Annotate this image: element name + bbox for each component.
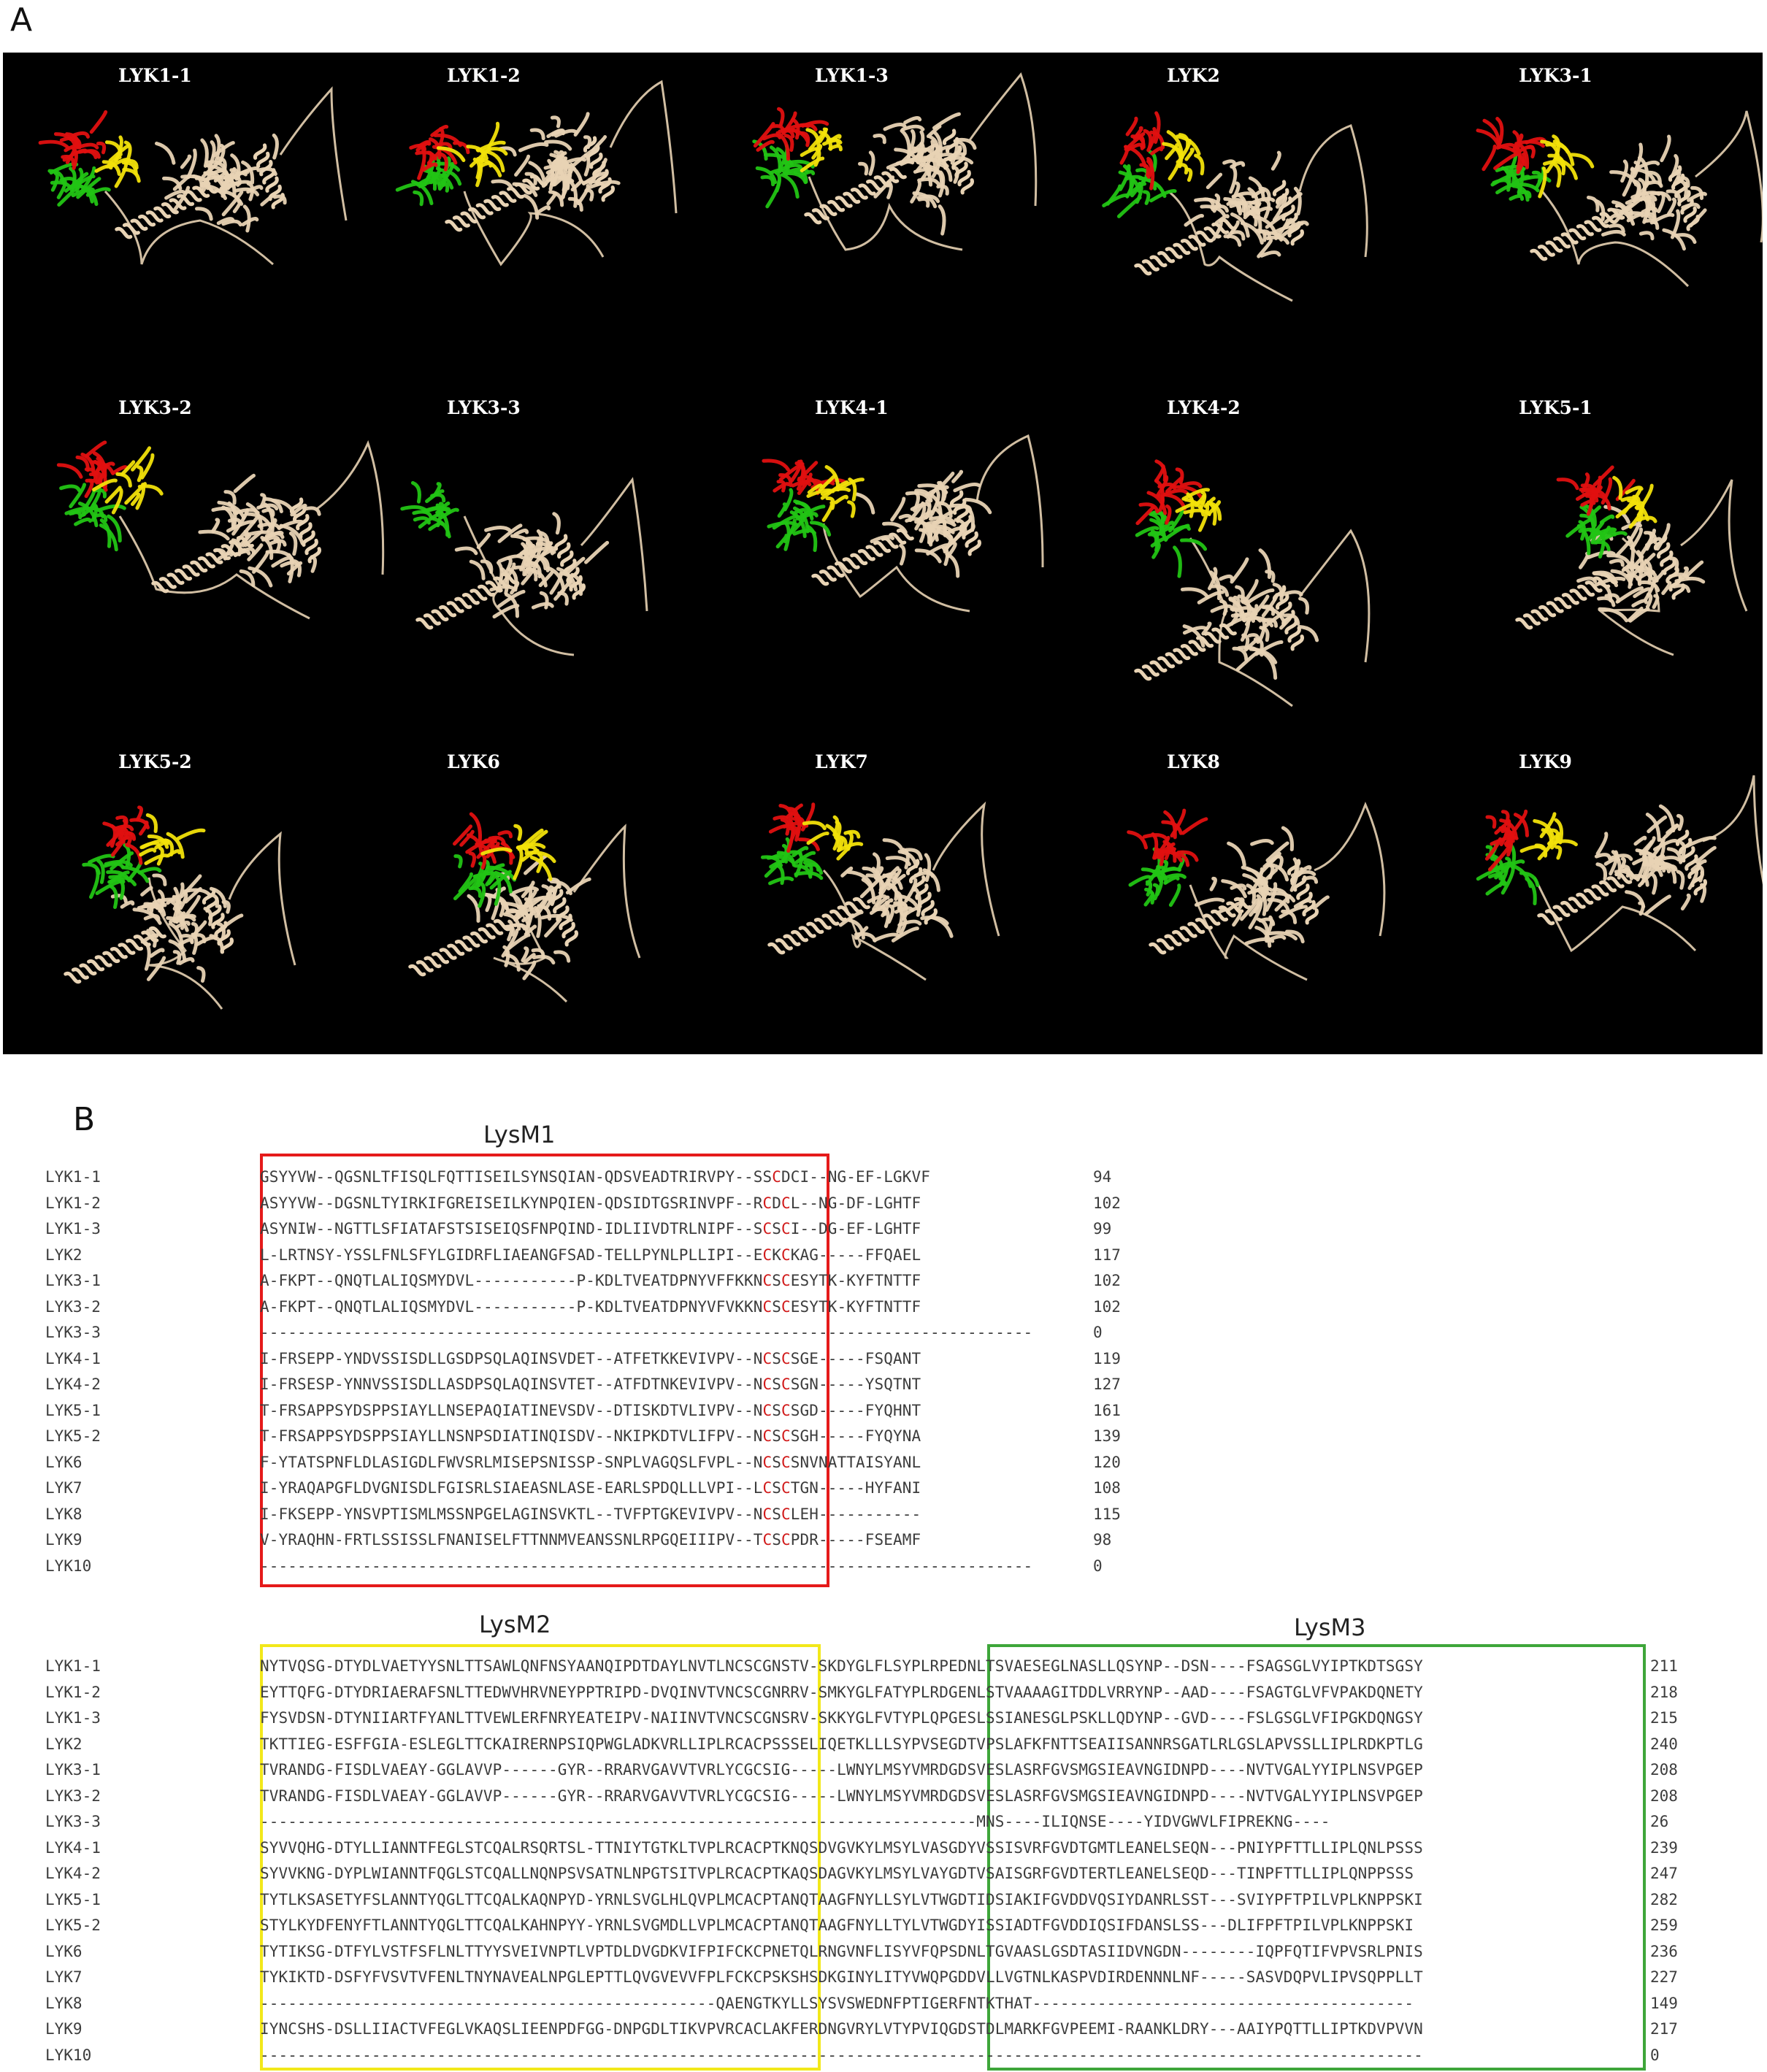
structure-label: LYK3-1 — [1519, 65, 1592, 86]
structure-label: LYK8 — [1167, 751, 1220, 772]
sequence-length: 98 — [1093, 1531, 1112, 1549]
sequence-name: LYK5-2 — [45, 1916, 101, 1934]
sequence-name: LYK3-3 — [45, 1813, 101, 1830]
sequence-length: 208 — [1650, 1761, 1678, 1779]
alignment-row — [0, 1502, 1767, 1527]
sequence-length: 99 — [1093, 1220, 1112, 1238]
structure-model-lyk3-3 — [402, 397, 647, 655]
lysm1-title: LysM1 — [483, 1121, 556, 1148]
sequence-text: I-YRAQAPGFLDVGNISDLFGISRLSIAEASNLASE-EARLSPDQLLLVPI--LCSCTGN-----HYFANI — [260, 1479, 921, 1497]
sequence-length: 120 — [1093, 1453, 1121, 1471]
structure-label: LYK4-2 — [1167, 397, 1241, 418]
alignment-row — [0, 1991, 1767, 2017]
alignment-row — [0, 1654, 1767, 1679]
structure-model-lyk3-2 — [58, 397, 383, 618]
sequence-length: 94 — [1093, 1168, 1112, 1186]
structure-model-lyk1-1 — [40, 65, 346, 264]
alignment-row — [0, 1320, 1767, 1346]
structure-model-lyk5-1 — [1517, 397, 1747, 655]
structure-label: LYK5-1 — [1519, 397, 1592, 418]
structure-model-lyk6 — [410, 751, 640, 1002]
sequence-name: LYK3-2 — [45, 1297, 101, 1316]
alignment-row — [0, 1191, 1767, 1216]
sequence-text: F-YTATSPNFLDLASIGDLFWVSRLMISEPSNISSP-SNPLVAGQSLFVPL--NCSCSNVNATTAISYANL — [260, 1453, 921, 1471]
structure-label: LYK1-2 — [447, 65, 521, 86]
alignment-row — [0, 1913, 1767, 1938]
sequence-length: 0 — [1650, 2046, 1660, 2064]
alignment-row — [0, 1835, 1767, 1861]
structure-label: LYK7 — [815, 751, 868, 772]
sequence-name: LYK8 — [45, 1505, 83, 1523]
sequence-length: 149 — [1650, 1994, 1678, 2012]
sequence-text: A-FKPT--QNQTLALIQSMYDVL-----------P-KDLTVEATDPNYVFVKKNCSCESYTK-KYFTNTTF — [260, 1297, 921, 1316]
sequence-text: TYTIKSG-DTFYLVSTFSFLNLTTYYSVEIVNPTLVPTDLDVGDKVIFPIFCKCPNETQLRNGVNFLISYVFQPSDNLTGVAASLGSDTASIIDVNGDN--------IQPFQTIFVPVSRLPNIS — [260, 1942, 1423, 1960]
protein-structure-panel — [3, 53, 1763, 1054]
sequence-length: 282 — [1650, 1890, 1678, 1908]
structure-model-lyk1-3 — [754, 65, 1036, 250]
sequence-length: 102 — [1093, 1194, 1121, 1212]
alignment-row — [0, 2043, 1767, 2068]
sequence-text: TYTLKSASETYFSLANNTYQGLTTCQALKAQNPYD-YRNLSVGLHLQVPLMCACPTANQTAAGFNYLLSYLVTWGDTIDSIAKIFGVDDVQSIYDANRLSST---SVIYPFTPILVPLKNPPSKI — [260, 1890, 1423, 1908]
alignment-row — [0, 1887, 1767, 1913]
sequence-name: LYK3-1 — [45, 1761, 101, 1779]
sequence-name: LYK4-2 — [45, 1375, 101, 1393]
sequence-text: TVRANDG-FISDLVAEAY-GGLAVVP------GYR--RRARVGAVVTVRLYCGCSIG-----LWNYLMSYVMRDGDSVESLASRFGVSMGSIEAVNGIDNPD----NVTVGALYYIPLNSVPGEP — [260, 1761, 1423, 1779]
sequence-name: LYK4-1 — [45, 1349, 101, 1367]
sequence-name: LYK9 — [45, 2020, 83, 2038]
structure-model-lyk4-1 — [764, 397, 1043, 611]
sequence-name: LYK1-2 — [45, 1194, 101, 1212]
structure-label: LYK1-1 — [118, 65, 192, 86]
panel-a-letter: A — [10, 1, 33, 39]
sequence-text: NYTVQSG-DTYDLVAETYYSNLTTSAWLQNFNSYAANQIPDTDAYLNVTLNCSCGNSTV-SKDYGLFLSYPLRPEDNLTSVAESEGLNASLLQSYNP--DSN----FSAGSGLVYIPTKDTSGSY — [260, 1657, 1423, 1675]
sequence-text: ASYNIW--NGTTLSFIATAFSTSISEIQSFNPQIND-IDLIIVDTRLNIPF--SCSCI--DG-EF-LGHTF — [260, 1220, 921, 1238]
alignment-row — [0, 1861, 1767, 1887]
alignment-row — [0, 1476, 1767, 1501]
sequence-length: 218 — [1650, 1683, 1678, 1701]
sequence-name: LYK2 — [45, 1735, 83, 1753]
sequence-text: IYNCSHS-DSLLIIACTVFEGLVKAQSLIEENPDFGG-DNPGDLTIKVPVRCACLAKFERDNGVRYLVTYPVIQGDSTDLMARKFGVPEEMI-RAANKLDRY---AAIYPQTTLLIPTKDVPVVN — [260, 2020, 1423, 2038]
sequence-text: ----------------------------------------------------------------------------------------------------------------------------- — [260, 2046, 1423, 2064]
sequence-length: 117 — [1093, 1246, 1121, 1264]
alignment-row — [0, 1450, 1767, 1476]
sequence-length: 102 — [1093, 1297, 1121, 1316]
structure-grid — [3, 53, 1763, 1054]
alignment-row — [0, 2017, 1767, 2042]
alignment-row — [0, 1732, 1767, 1757]
sequence-text: TVRANDG-FISDLVAEAY-GGLAVVP------GYR--RRARVGAVVTVRLYCGCSIG-----LWNYLMSYVMRDGDSVESLASRFGVSMGSIEAVNGIDNPD----NVTVGALYYIPLNSVPGEP — [260, 1787, 1423, 1805]
sequence-name: LYK3-2 — [45, 1787, 101, 1805]
sequence-text: T-FRSAPPSYDSPPSIAYLLNSEPAQIATINEVSDV--DTISKDTVLIVPV--NCSCSGD-----FYQHNT — [260, 1401, 921, 1419]
alignment-row — [0, 1680, 1767, 1705]
sequence-length: 240 — [1650, 1735, 1678, 1753]
sequence-length: 227 — [1650, 1968, 1678, 1986]
alignment-row — [0, 1294, 1767, 1320]
structure-model-lyk7 — [762, 751, 999, 980]
alignment-row — [0, 1939, 1767, 1965]
structure-label: LYK9 — [1519, 751, 1572, 772]
sequence-text: ----------------------------------------------------------------------------------- — [260, 1324, 1033, 1341]
sequence-name: LYK3-3 — [45, 1324, 101, 1341]
sequence-text: ----------------------------------------------------------------------------------- — [260, 1557, 1033, 1575]
sequence-name: LYK3-1 — [45, 1272, 101, 1289]
alignment-row — [0, 1216, 1767, 1242]
sequence-name: LYK6 — [45, 1942, 83, 1960]
sequence-length: 108 — [1093, 1479, 1121, 1497]
sequence-length: 127 — [1093, 1375, 1121, 1393]
alignment-row — [0, 1268, 1767, 1294]
sequence-length: 115 — [1093, 1505, 1121, 1523]
sequence-name: LYK1-2 — [45, 1683, 101, 1701]
alignment-row — [0, 1398, 1767, 1424]
sequence-name: LYK1-1 — [45, 1168, 101, 1186]
sequence-length: 239 — [1650, 1838, 1678, 1857]
sequence-name: LYK5-1 — [45, 1890, 101, 1908]
alignment-row — [0, 1965, 1767, 1990]
sequence-text: T-FRSAPPSYDSPPSIAYLLNSNPSDIATINQISDV--NKIPKDTVLIFPV--NCSCSGH-----FYQYNA — [260, 1427, 921, 1445]
sequence-length: 0 — [1093, 1557, 1103, 1575]
sequence-text: ASYYVW--DGSNLTYIRKIFGREISEILKYNPQIEN-QDSIDTGSRINVPF--RCDCL--NG-DF-LGHTF — [260, 1194, 921, 1212]
alignment-row — [0, 1809, 1767, 1835]
sequence-name: LYK2 — [45, 1246, 83, 1264]
sequence-text: I-FRSEPP-YNDVSSISDLLGSDPSQLAQINSVDET--ATFETKKEVIVPV--NCSCSGE-----FSQANT — [260, 1349, 921, 1367]
structure-model-lyk8 — [1129, 751, 1384, 980]
sequence-name: LYK5-2 — [45, 1427, 101, 1445]
structure-label: LYK3-3 — [447, 397, 521, 418]
structure-label: LYK5-2 — [118, 751, 192, 772]
sequence-text: -------------------------------------------------QAENGTKYLLSYSVSWEDNFPTIGERFNTKTHAT----------------------------------------- — [260, 1994, 1414, 2012]
structure-model-lyk4-2 — [1136, 397, 1369, 706]
lysm2-title: LysM2 — [479, 1611, 551, 1638]
alignment-row — [0, 1784, 1767, 1809]
sequence-length: 211 — [1650, 1657, 1678, 1675]
sequence-name: LYK10 — [45, 1557, 92, 1575]
sequence-text: GSYYVW--QGSNLTFISQLFQTTISEILSYNSQIAN-QDSVEADTRIRVPY--SSCDCI--NG-EF-LGKVF — [260, 1168, 930, 1186]
sequence-name: LYK4-2 — [45, 1865, 101, 1882]
sequence-text: TKTTIEG-ESFFGIA-ESLEGLTTCKAIRERNPSIQPWGLADKVRLLIPLRCACPSSSELIQETKLLLSYPVSEGDTVPSLAFKFNTTSEAIISANNRSGATLRLGSLAPVSSLLIPLRDKPTLG — [260, 1735, 1423, 1753]
sequence-text: I-FKSEPP-YNSVPTISMLMSSNPGELAGINSVKTL--TVFPTGKEVIVPV--NCSCLEH----------- — [260, 1505, 921, 1523]
structure-model-lyk2 — [1104, 65, 1368, 301]
alignment-row — [0, 1757, 1767, 1783]
structure-model-lyk1-2 — [397, 65, 676, 264]
alignment-row — [0, 1243, 1767, 1268]
sequence-name: LYK4-1 — [45, 1838, 101, 1857]
structure-label: LYK6 — [447, 751, 500, 772]
panel-b-letter: B — [73, 1101, 96, 1138]
structure-label: LYK4-1 — [815, 397, 889, 418]
sequence-length: 259 — [1650, 1916, 1678, 1934]
alignment-row — [0, 1346, 1767, 1372]
sequence-text: SYVVQHG-DTYLLIANNTFEGLSTCQALRSQRTSL-TTNIYTGTKLTVPLRCACPTKNQSDVGVKYLMSYLVASGDYVSSISVRFGVDTGMTLEANELSEQN---PNIYPFTTLLIPLQNLPSSS — [260, 1838, 1423, 1857]
sequence-name: LYK9 — [45, 1531, 83, 1549]
sequence-text: L-LRTNSY-YSSLFNLSFYLGIDRFLIAEANGFSAD-TELLPYNLPLLIPI--ECKCKAG-----FFQAEL — [260, 1246, 921, 1264]
sequence-length: 0 — [1093, 1324, 1103, 1341]
sequence-name: LYK7 — [45, 1479, 83, 1497]
alignment-row — [0, 1164, 1767, 1190]
structure-label: LYK2 — [1167, 65, 1220, 86]
sequence-length: 119 — [1093, 1349, 1121, 1367]
structure-label: LYK3-2 — [118, 397, 192, 418]
sequence-length: 26 — [1650, 1813, 1669, 1830]
sequence-text: -----------------------------------------------------------------------------MNS----ILIQNSE----YIDVGWVLFIPREKNG---- — [260, 1813, 1330, 1830]
structure-model-lyk9 — [1478, 751, 1763, 951]
sequence-text: TYKIKTD-DSFYFVSVTVFENLTNYNAVEALNPGLEPTTLQVGVEVVFPLFCKCPSKSHSDKGINYLITYVWQPGDDVLLVGTNLKASPVDIRDENNNLNF-----SASVDQPVLIPVSQPPLLT — [260, 1968, 1423, 1986]
sequence-text: V-YRAQHN-FRTLSSISSLFNANISELFTTNNMVEANSSNLRPGQEIIIPV--TCSCPDR-----FSEAMF — [260, 1531, 921, 1549]
sequence-text: EYTTQFG-DTYDRIAERAFSNLTTEDWVHRVNEYPPTRIPD-DVQINVTVNCSCGNRRV-SMKYGLFATYPLRDGENLSTVAAAAGITDDLVRRYNP--AAD----FSAGTGLVFVPAKDQNETY — [260, 1683, 1423, 1701]
sequence-name: LYK10 — [45, 2046, 92, 2064]
alignment-row — [0, 1372, 1767, 1397]
sequence-length: 208 — [1650, 1787, 1678, 1805]
sequence-text: I-FRSESP-YNNVSSISDLLASDPSQLAQINSVTET--ATFDTNKEVIVPV--NCSCSGN-----YSQTNT — [260, 1375, 921, 1393]
sequence-name: LYK7 — [45, 1968, 83, 1986]
sequence-text: STYLKYDFENYFTLANNTYQGLTTCQALKAHNPYY-YRNLSVGMDLLVPLMCACPTANQTAAGFNYLLTYLVTWGDYISSIADTFGVDDIQSIFDANSLSS---DLIFPFTPILVPLKNPPSKI — [260, 1916, 1414, 1934]
alignment-row — [0, 1705, 1767, 1731]
sequence-text: FYSVDSN-DTYNIIARTFYANLTTVEWLERFNRYEATEIPV-NAIINVTVNCSCGNSRV-SKKYGLFVTYPLQPGESLSSIANESGLPSKLLQDYNP--GVD----FSLGSGLVFIPGKDQNGSY — [260, 1709, 1423, 1727]
alignment-row — [0, 1554, 1767, 1579]
structure-model-lyk5-2 — [66, 751, 295, 1009]
sequence-name: LYK1-3 — [45, 1220, 101, 1238]
structure-label: LYK1-3 — [815, 65, 889, 86]
sequence-text: SYVVKNG-DYPLWIANNTFQGLSTCQALLNQNPSVSATNLNPGTSITVPLRCACPTKAQSDAGVKYLMSYLVAYGDTVSAISGRFGVDTERTLEANELSEQD---TINPFTTLLIPLQNPPSSS — [260, 1865, 1414, 1882]
alignment-row — [0, 1424, 1767, 1449]
alignment-row — [0, 1527, 1767, 1553]
sequence-length: 139 — [1093, 1427, 1121, 1445]
sequence-length: 217 — [1650, 2020, 1678, 2038]
sequence-name: LYK1-3 — [45, 1709, 101, 1727]
sequence-text: A-FKPT--QNQTLALIQSMYDVL-----------P-KDLTVEATDPNYVFFKKNCSCESYTK-KYFTNTTF — [260, 1272, 921, 1289]
sequence-length: 247 — [1650, 1865, 1678, 1882]
lysm3-title: LysM3 — [1294, 1614, 1366, 1641]
sequence-name: LYK6 — [45, 1453, 83, 1471]
sequence-name: LYK5-1 — [45, 1401, 101, 1419]
sequence-length: 236 — [1650, 1942, 1678, 1960]
structure-model-lyk3-1 — [1478, 65, 1763, 286]
sequence-name: LYK8 — [45, 1994, 83, 2012]
sequence-name: LYK1-1 — [45, 1657, 101, 1675]
sequence-length: 215 — [1650, 1709, 1678, 1727]
sequence-length: 161 — [1093, 1401, 1121, 1419]
sequence-length: 102 — [1093, 1272, 1121, 1289]
